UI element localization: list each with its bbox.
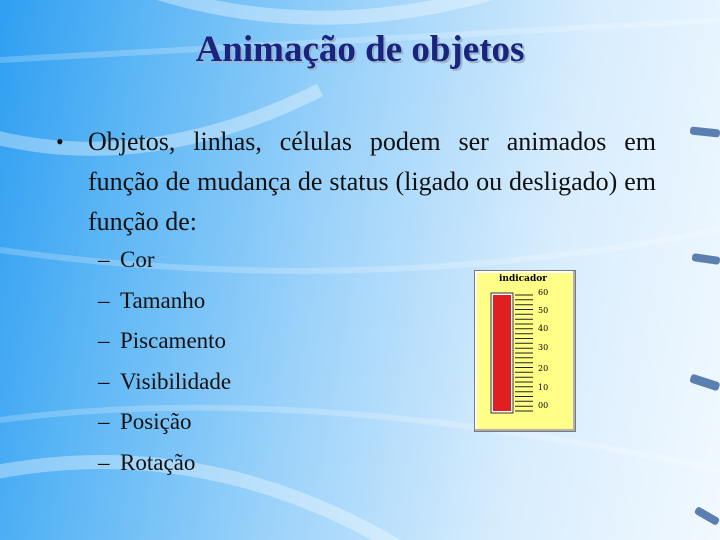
scale-label-30: 30: [538, 343, 549, 352]
indicator-graphic: [475, 271, 575, 431]
list-item-label: Piscamento: [120, 328, 227, 354]
indicator-widget: [474, 270, 576, 432]
dash: –: [98, 287, 110, 313]
indicator-level-bar: [493, 295, 511, 411]
title-box: [0, 28, 720, 71]
list-item-label: Posição: [120, 409, 192, 435]
dash: –: [98, 328, 110, 354]
list-item: [98, 362, 398, 403]
dash: –: [98, 409, 110, 435]
list-item: [98, 240, 398, 281]
scale-label-50: 50: [538, 306, 549, 315]
main-bullet: [56, 122, 656, 242]
indicator-label: indicador: [499, 274, 548, 284]
scale-label-40: 40: [538, 324, 549, 333]
bullet-symbol: •: [56, 129, 64, 154]
scale-label-20: 20: [538, 364, 549, 373]
list-item-label: Visibilidade: [120, 368, 232, 394]
dash: –: [98, 449, 110, 475]
indicator-ticks: [515, 295, 533, 411]
dash: –: [98, 368, 110, 394]
list-item: [98, 281, 398, 322]
sub-bullet-list: [98, 240, 398, 484]
dash: –: [98, 247, 110, 272]
list-item: [98, 402, 398, 443]
bullet-text: Objetos, linhas, células podem ser animados em função de mudança de status (ligado ou desligado) em função de:: [88, 127, 656, 236]
list-item-label: Cor: [120, 247, 155, 272]
list-item: [98, 443, 398, 484]
scale-label-60: 60: [538, 288, 549, 297]
scale-label-10: 10: [538, 383, 549, 392]
list-item-label: Tamanho: [120, 287, 206, 313]
slide-title: Animação de objetos: [195, 29, 525, 70]
list-item-label: Rotação: [120, 449, 196, 475]
scale-label-00: 00: [538, 401, 549, 410]
list-item: [98, 321, 398, 362]
